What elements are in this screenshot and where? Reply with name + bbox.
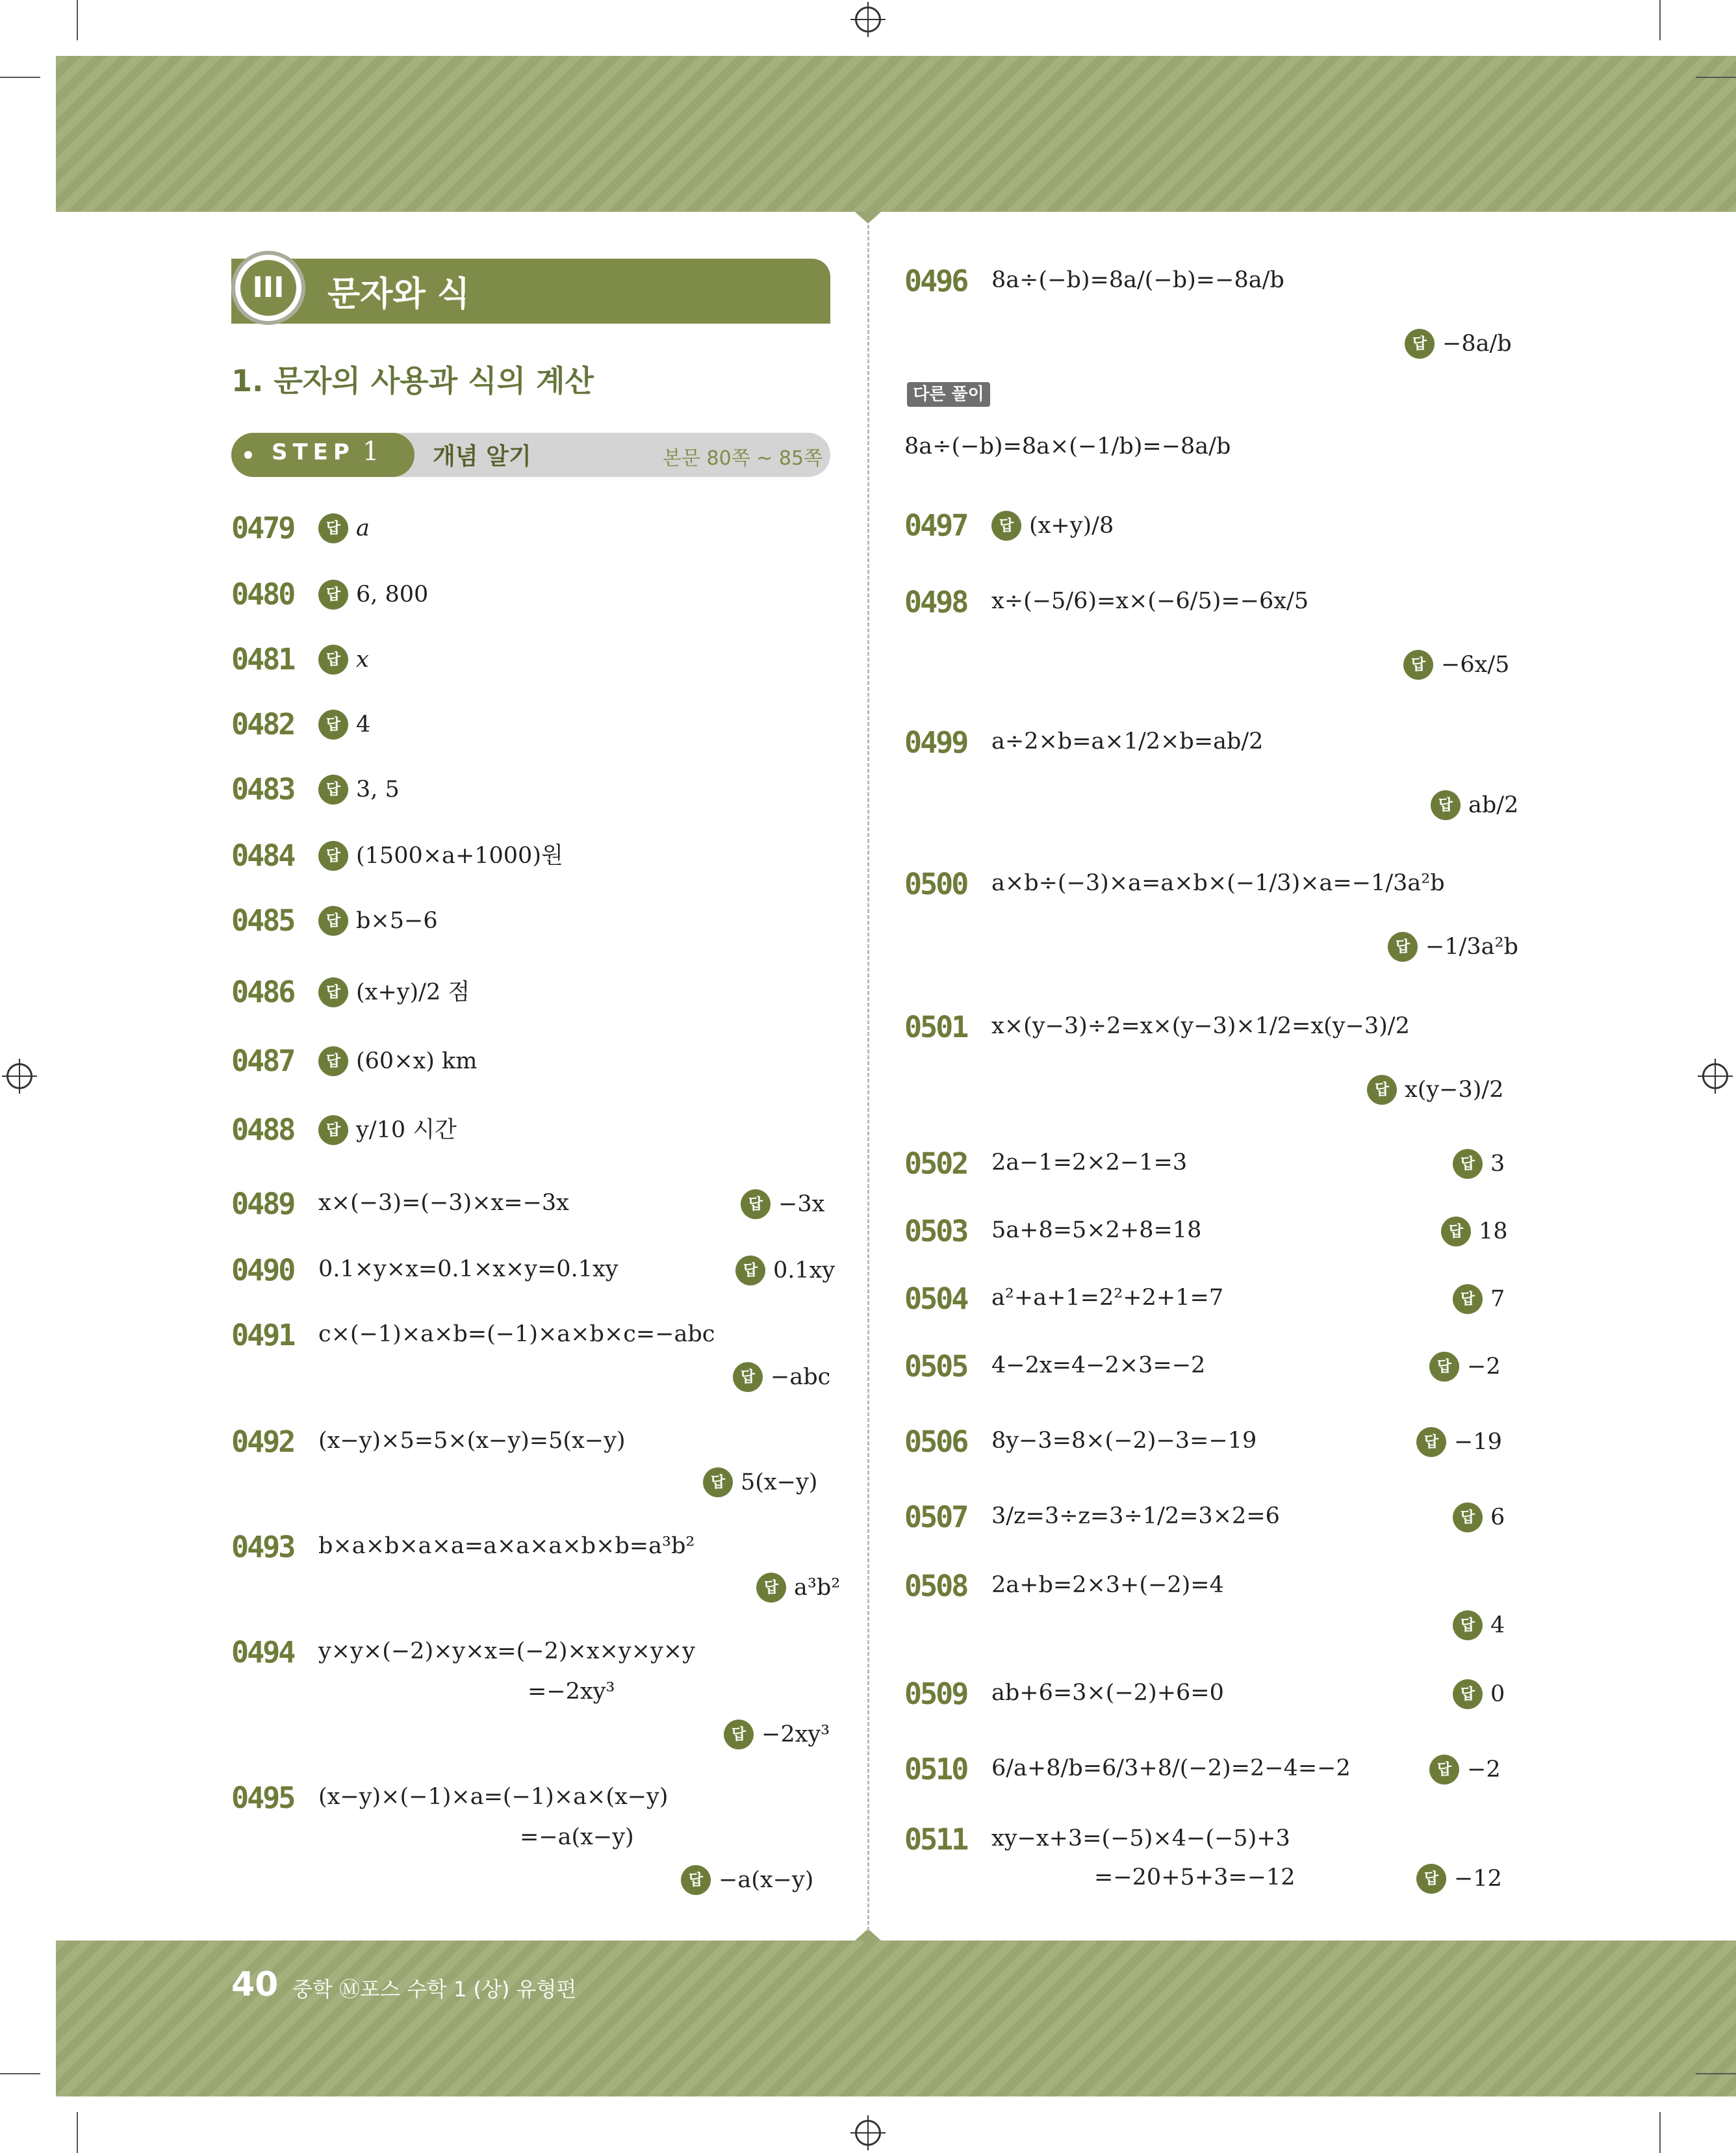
book-title: 중학 Ⓜ포스 수학 1 (상) 유형편 — [292, 1977, 577, 2002]
crop-mark — [0, 2073, 40, 2074]
top-header-band — [56, 56, 1736, 212]
answer-value: 0.1xy — [773, 1257, 836, 1283]
answer-badge-icon: 답 — [1416, 1427, 1446, 1457]
answer-badge-icon: 답 — [1441, 1217, 1471, 1246]
problem-number: 0509 — [904, 1677, 967, 1711]
answer — [1431, 790, 1518, 820]
solution-equation: y×y×(−2)×y×x=(−2)×x×y×y×y — [318, 1638, 695, 1664]
problem-number: 0490 — [231, 1253, 294, 1287]
answer-badge-icon: 답 — [318, 645, 348, 675]
solution-equation: 8a÷(−b)=8a/(−b)=−8a/b — [991, 267, 1284, 293]
answer-badge-icon: 답 — [318, 906, 348, 936]
answer-badge-icon: 답 — [1416, 1864, 1446, 1894]
answer-badge-icon: 답 — [318, 580, 348, 610]
answer-badge-icon: 답 — [318, 841, 348, 871]
answer-badge-icon: 답 — [318, 710, 348, 740]
answer-badge-icon: 답 — [741, 1189, 771, 1219]
answer-badge-icon: 답 — [756, 1573, 786, 1603]
solution-equation: 2a+b=2×3+(−2)=4 — [991, 1572, 1224, 1598]
answer — [1388, 932, 1518, 962]
answer-value: 3 — [1490, 1150, 1505, 1177]
answer — [318, 906, 438, 936]
solution-equation: (x−y)×5=5×(x−y)=5(x−y) — [318, 1428, 626, 1454]
answer-value: (1500×a+1000)원 — [356, 842, 563, 869]
solution-equation: 8y−3=8×(−2)−3=−19 — [991, 1428, 1257, 1454]
problem-number: 0502 — [904, 1146, 967, 1181]
step-dot-icon — [244, 451, 252, 459]
answer-badge-icon: 답 — [733, 1362, 763, 1392]
problem-number: 0495 — [231, 1781, 294, 1815]
problem-number: 0492 — [231, 1425, 294, 1459]
answer-badge-icon: 답 — [1429, 1352, 1459, 1382]
solution-equation: a²+a+1=2²+2+1=7 — [991, 1285, 1224, 1311]
answer — [318, 710, 370, 740]
answer-badge-icon: 답 — [1453, 1502, 1483, 1532]
solution-equation: x×(y−3)÷2=x×(y−3)×1/2=x(y−3)/2 — [991, 1013, 1410, 1039]
answer-badge-icon: 답 — [318, 977, 348, 1007]
chapter-number: III — [240, 260, 296, 316]
crop-mark — [77, 0, 78, 40]
answer-badge-icon: 답 — [681, 1865, 711, 1895]
problem-number: 0506 — [904, 1425, 967, 1459]
solution-equation-continued: =−a(x−y) — [520, 1824, 634, 1850]
answer-value: 7 — [1490, 1285, 1505, 1312]
answer-badge-icon: 답 — [724, 1720, 754, 1749]
answer-badge-icon: 답 — [703, 1467, 733, 1497]
problem-number: 0479 — [231, 511, 294, 545]
problem-number: 0494 — [231, 1635, 294, 1670]
answer-value: −abc — [771, 1363, 831, 1390]
top-notch — [855, 212, 881, 224]
answer — [1453, 1149, 1505, 1179]
answer-value: y/10 시간 — [356, 1116, 457, 1143]
answer-value: −6x/5 — [1441, 651, 1510, 678]
problem-number: 0501 — [904, 1010, 967, 1044]
step-number: 1 — [363, 437, 379, 467]
answer — [1453, 1679, 1505, 1709]
solution-equation: a÷2×b=a×1/2×b=ab/2 — [991, 728, 1264, 754]
answer — [1403, 650, 1509, 680]
answer — [318, 977, 470, 1007]
answer-badge-icon: 답 — [1405, 329, 1435, 359]
answer — [1416, 1864, 1502, 1894]
problem-number: 0489 — [231, 1187, 294, 1221]
solution-equation: ab+6=3×(−2)+6=0 — [991, 1680, 1224, 1706]
answer-value: 3, 5 — [356, 776, 400, 803]
answer-value: b×5−6 — [356, 907, 438, 934]
registration-mark-icon — [1702, 1063, 1728, 1089]
answer-value: a — [356, 515, 370, 541]
answer-badge-icon: 답 — [1431, 790, 1461, 820]
answer — [681, 1865, 813, 1895]
answer-badge-icon: 답 — [1429, 1755, 1459, 1785]
registration-mark-icon — [6, 1063, 32, 1089]
answer-badge-icon: 답 — [991, 511, 1021, 541]
answer-badge-icon: 답 — [1453, 1149, 1483, 1179]
problem-number: 0491 — [231, 1318, 294, 1352]
solution-equation: xy−x+3=(−5)×4−(−5)+3 — [991, 1825, 1290, 1851]
alternative-solution-equation: 8a÷(−b)=8a×(−1/b)=−8a/b — [904, 433, 1231, 459]
crop-mark — [1659, 2112, 1661, 2153]
answer-value: −8a/b — [1442, 330, 1512, 357]
answer-value: −19 — [1454, 1428, 1502, 1455]
answer-value: 18 — [1479, 1218, 1508, 1244]
step-word: STEP — [272, 439, 355, 465]
answer-value: (x+y)/2 점 — [356, 979, 470, 1005]
crop-mark — [1659, 0, 1661, 40]
answer-value: x — [356, 646, 369, 673]
solution-equation: 2a−1=2×2−1=3 — [991, 1150, 1188, 1176]
answer-badge-icon: 답 — [318, 513, 348, 543]
problem-number: 0508 — [904, 1569, 967, 1603]
answer-badge-icon: 답 — [318, 1046, 348, 1076]
solution-equation: b×a×b×a×a=a×a×a×b×b=a³b² — [318, 1533, 695, 1559]
answer-value: (x+y)/8 — [1029, 512, 1114, 539]
solution-equation: 0.1×y×x=0.1×x×y=0.1xy — [318, 1256, 619, 1282]
problem-number: 0500 — [904, 867, 967, 901]
answer-value: −a(x−y) — [719, 1866, 814, 1893]
problem-number: 0481 — [231, 642, 294, 677]
registration-mark-icon — [855, 6, 881, 32]
chapter-banner — [231, 259, 830, 324]
answer — [1453, 1502, 1505, 1532]
answer — [1416, 1427, 1502, 1457]
answer — [741, 1189, 824, 1219]
problem-number: 0488 — [231, 1113, 294, 1147]
answer-value: ab/2 — [1468, 792, 1519, 818]
section-title: 1. 문자의 사용과 식의 계산 — [231, 363, 594, 398]
problem-number: 0482 — [231, 707, 294, 741]
chapter-title: 문자와 식 — [327, 275, 470, 314]
answer-badge-icon: 답 — [735, 1256, 765, 1285]
answer-value: −2 — [1467, 1756, 1501, 1783]
solution-equation: 3/z=3÷z=3÷1/2=3×2=6 — [991, 1503, 1280, 1529]
answer — [1429, 1352, 1501, 1382]
answer-value: 6, 800 — [356, 581, 429, 608]
answer-badge-icon: 답 — [1367, 1075, 1397, 1105]
answer — [735, 1256, 835, 1285]
answer-badge-icon: 답 — [1453, 1679, 1483, 1709]
answer — [1429, 1755, 1501, 1785]
problem-number: 0483 — [231, 772, 294, 806]
problem-number: 0498 — [904, 585, 967, 619]
answer-value: 0 — [1490, 1681, 1505, 1707]
crop-mark — [1696, 2073, 1736, 2074]
solution-equation: x÷(−5/6)=x×(−6/5)=−6x/5 — [991, 588, 1309, 614]
registration-mark-icon — [855, 2120, 881, 2146]
answer — [318, 775, 400, 805]
answer-value: 4 — [356, 711, 371, 738]
solution-equation: (x−y)×(−1)×a=(−1)×a×(x−y) — [318, 1784, 669, 1810]
solution-equation: 4−2x=4−2×3=−2 — [991, 1352, 1206, 1378]
crop-mark — [0, 77, 40, 78]
answer — [318, 580, 428, 610]
solution-equation-continued: =−20+5+3=−12 — [1094, 1864, 1296, 1890]
answer — [724, 1720, 830, 1749]
problem-number: 0503 — [904, 1214, 967, 1248]
answer — [1453, 1610, 1505, 1640]
solution-equation: a×b÷(−3)×a=a×b×(−1/3)×a=−1/3a²b — [991, 870, 1445, 896]
solution-equation: 6/a+8/b=6/3+8/(−2)=2−4=−2 — [991, 1755, 1351, 1781]
answer-value: 5(x−y) — [741, 1469, 818, 1495]
problem-number: 0507 — [904, 1500, 967, 1534]
answer-value: −1/3a²b — [1425, 933, 1518, 960]
alternative-solution-label: 다른 풀이 — [907, 382, 990, 407]
answer — [703, 1467, 817, 1497]
answer-value: −2xy³ — [761, 1721, 830, 1747]
solution-equation: 5a+8=5×2+8=18 — [991, 1217, 1202, 1243]
answer — [991, 511, 1114, 541]
answer-value: −12 — [1454, 1865, 1502, 1892]
problem-number: 0487 — [231, 1044, 294, 1078]
answer — [318, 841, 563, 871]
problem-number: 0484 — [231, 838, 294, 873]
problem-number: 0480 — [231, 577, 294, 612]
answer-value: −3x — [778, 1191, 825, 1217]
answer-badge-icon: 답 — [1453, 1610, 1483, 1640]
bottom-footer-band — [56, 1940, 1736, 2096]
answer-value: 4 — [1490, 1612, 1505, 1638]
problem-number: 0497 — [904, 508, 967, 543]
answer — [733, 1362, 830, 1392]
problem-number: 0511 — [904, 1822, 967, 1857]
answer-value: (60×x) km — [356, 1048, 478, 1074]
answer — [1367, 1075, 1503, 1105]
answer — [318, 1046, 477, 1076]
answer-value: a³b² — [794, 1574, 841, 1601]
problem-number: 0486 — [231, 975, 294, 1009]
answer-badge-icon: 답 — [1453, 1284, 1483, 1314]
problem-number: 0485 — [231, 903, 294, 938]
step-name: 개념 알기 — [433, 443, 531, 470]
solution-equation: c×(−1)×a×b=(−1)×a×b×c=−abc — [318, 1321, 715, 1347]
problem-number: 0499 — [904, 725, 967, 760]
problem-number: 0496 — [904, 264, 967, 298]
answer — [1405, 329, 1512, 359]
crop-mark — [77, 2112, 78, 2153]
step-page-ref: 본문 80쪽 ~ 85쪽 — [663, 447, 823, 470]
answer-value: 6 — [1490, 1504, 1505, 1530]
answer-badge-icon: 답 — [318, 1115, 348, 1145]
problem-number: 0510 — [904, 1752, 967, 1786]
answer-value: −2 — [1467, 1353, 1501, 1380]
problem-number: 0505 — [904, 1349, 967, 1384]
problem-number: 0493 — [231, 1530, 294, 1564]
answer — [318, 1115, 457, 1145]
answer-value: x(y−3)/2 — [1405, 1076, 1504, 1103]
answer-badge-icon: 답 — [318, 775, 348, 805]
solution-equation: x×(−3)=(−3)×x=−3x — [318, 1190, 569, 1216]
answer — [1453, 1284, 1505, 1314]
answer-badge-icon: 답 — [1403, 650, 1433, 680]
crop-mark — [1696, 77, 1736, 78]
answer — [1441, 1217, 1508, 1246]
answer — [756, 1573, 840, 1603]
column-divider — [867, 225, 869, 1931]
problem-number: 0504 — [904, 1282, 967, 1316]
page-number: 40 — [231, 1965, 279, 2004]
solution-equation-continued: =−2xy³ — [528, 1679, 615, 1705]
answer-badge-icon: 답 — [1388, 932, 1418, 962]
answer — [318, 645, 369, 675]
answer — [318, 513, 370, 543]
